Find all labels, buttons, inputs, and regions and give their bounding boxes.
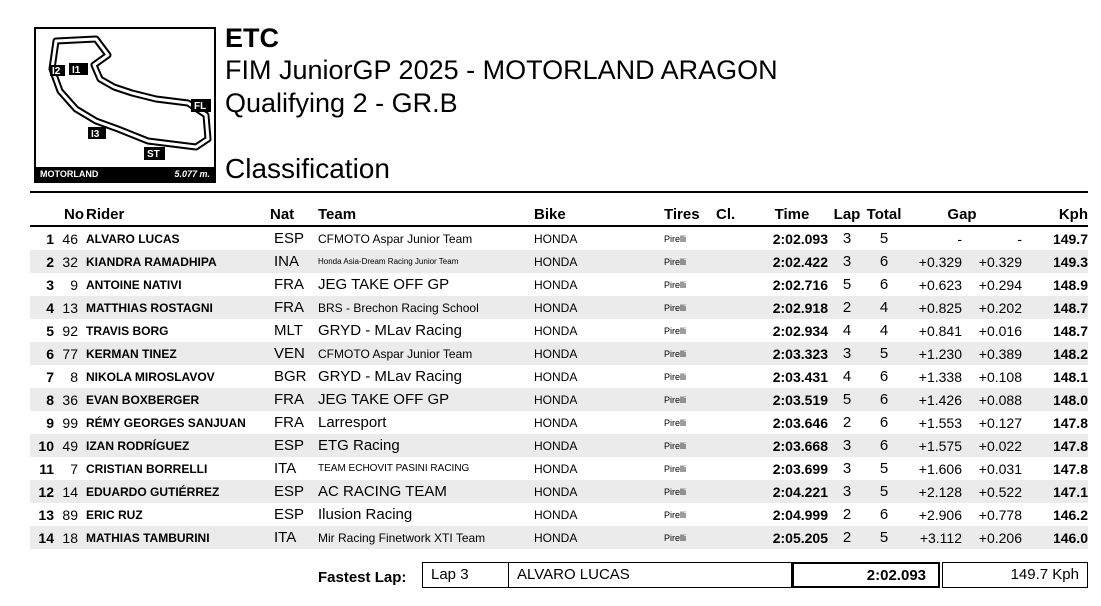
gap-previous-cell: +0.108 (978, 368, 1022, 385)
gap-first-cell: +2.906 (918, 506, 962, 523)
col-gap-header: Gap (947, 205, 977, 223)
class-cell (716, 319, 756, 342)
nationality-cell: FRA (270, 296, 318, 319)
gap-previous-cell: +0.031 (978, 460, 1022, 477)
rider-name-cell: CRISTIAN BORRELLI (86, 461, 208, 476)
position-cell: 7 (46, 368, 54, 385)
table-row (30, 365, 1088, 388)
gap-previous-cell: +0.294 (978, 276, 1022, 293)
class-cell (716, 480, 756, 503)
team-cell: GRYD - MLav Racing (318, 368, 462, 385)
position-cell: 9 (46, 414, 54, 431)
tires-cell: Pirelli (664, 463, 687, 474)
total-laps-cell: 5 (866, 480, 902, 503)
team-cell: ETG Racing (318, 434, 534, 457)
nationality-cell: INA (270, 250, 318, 273)
page-header (225, 22, 778, 120)
fastest-lap-speed: 149.7 Kph (942, 562, 1088, 588)
speed-cell: 146.2 (1052, 506, 1088, 523)
fastest-lap-time: 2:02.093 (792, 562, 940, 588)
bike-cell: HONDA (534, 388, 664, 411)
bike-cell: HONDA (534, 323, 578, 338)
sector-marker-i1: I1 (72, 65, 81, 76)
table-row (30, 250, 1088, 273)
team-cell: BRS - Brechon Racing School (318, 296, 534, 319)
sector-marker-i2: I2 (52, 66, 61, 77)
total-laps-cell: 5 (879, 230, 889, 247)
circuit-map (34, 27, 216, 183)
rider-number-cell: 99 (62, 414, 78, 431)
fastest-lap-rider: ALVARO LUCAS (508, 562, 792, 588)
speed-cell: 147.1 (1022, 480, 1088, 503)
gap-first-cell: +1.606 (918, 460, 962, 477)
tires-cell: Pirelli (664, 279, 687, 290)
table-row (30, 319, 1088, 342)
bike-cell: HONDA (534, 342, 664, 365)
rider-name-cell: EVAN BOXBERGER (86, 388, 270, 411)
nationality-cell: ESP (274, 230, 305, 247)
best-lap-cell: 2 (842, 414, 852, 431)
total-laps-cell: 6 (879, 368, 889, 385)
position-cell: 1 (46, 230, 54, 247)
gap-previous-cell: +0.127 (978, 414, 1022, 431)
rider-number-cell: 14 (54, 480, 86, 503)
speed-cell: 148.2 (1022, 342, 1088, 365)
gap-first-cell: +3.112 (902, 526, 962, 549)
gap-first-cell: +0.841 (918, 322, 962, 339)
lap-time-cell: 2:03.323 (756, 342, 828, 365)
rider-number-cell: 13 (54, 296, 86, 319)
speed-cell: 147.8 (1052, 460, 1088, 477)
nationality-cell: FRA (274, 414, 304, 431)
table-row (30, 480, 1088, 503)
tires-cell: Pirelli (664, 342, 716, 365)
bike-cell: HONDA (534, 526, 664, 549)
class-cell (716, 250, 756, 273)
total-laps-cell: 6 (879, 506, 889, 523)
tires-cell: Pirelli (664, 371, 687, 382)
gap-first-cell: +0.623 (918, 276, 962, 293)
col-total-header: Total (866, 205, 902, 223)
class-cell (716, 365, 756, 388)
bike-cell: HONDA (534, 434, 664, 457)
best-lap-cell: 3 (828, 434, 866, 457)
table-row (30, 227, 1088, 250)
class-cell (716, 526, 756, 549)
gap-first-cell: - (957, 230, 962, 247)
team-cell: CFMOTO Aspar Junior Team (318, 342, 534, 365)
best-lap-cell: 3 (842, 230, 852, 247)
rider-name-cell: NIKOLA MIROSLAVOV (86, 369, 215, 384)
position-cell: 11 (39, 460, 54, 477)
table-row (30, 503, 1088, 526)
rider-number-cell: 18 (54, 526, 86, 549)
gap-first-cell: +0.825 (902, 296, 962, 319)
circuit-name: MOTORLAND (40, 169, 99, 179)
tires-cell: Pirelli (664, 509, 687, 520)
speed-cell: 147.8 (1052, 414, 1088, 431)
position-cell: 3 (46, 276, 54, 293)
class-cell (716, 296, 756, 319)
col-bike-header: Bike (534, 205, 566, 223)
bike-cell: HONDA (534, 369, 578, 384)
total-laps-cell: 4 (879, 322, 889, 339)
header-divider (30, 191, 1088, 193)
class-cell (716, 342, 756, 365)
bike-cell: HONDA (534, 480, 664, 503)
gap-previous-cell: +0.206 (962, 526, 1022, 549)
lap-time-cell: 2:03.699 (772, 460, 828, 477)
gap-first-cell: +1.553 (918, 414, 962, 431)
rider-number-cell: 8 (70, 368, 78, 385)
team-cell: GRYD - MLav Racing (318, 322, 462, 339)
rider-name-cell: MATHIAS TAMBURINI (86, 526, 270, 549)
fastest-lap-number: Lap 3 (422, 562, 509, 588)
team-cell: AC RACING TEAM (318, 480, 534, 503)
lap-time-cell: 2:03.668 (756, 434, 828, 457)
table-row (30, 342, 1088, 365)
position-cell: 10 (30, 434, 54, 457)
class-cell (716, 434, 756, 457)
rider-name-cell: MATTHIAS ROSTAGNI (86, 296, 270, 319)
col-time-header: Time (774, 205, 810, 223)
event-title: FIM JuniorGP 2025 - MOTORLAND ARAGON (225, 55, 778, 85)
rider-name-cell: TRAVIS BORG (86, 323, 169, 338)
class-cell (716, 227, 756, 250)
nationality-cell: VEN (270, 342, 318, 365)
sector-marker-st: ST (147, 149, 160, 160)
lap-time-cell: 2:02.934 (772, 322, 828, 339)
table-row (30, 388, 1088, 411)
best-lap-cell: 3 (842, 460, 852, 477)
position-cell: 4 (30, 296, 54, 319)
position-cell: 14 (30, 526, 54, 549)
speed-cell: 148.1 (1052, 368, 1088, 385)
document-title: Classification (225, 153, 390, 184)
team-cell: Mir Racing Finetwork XTI Team (318, 526, 534, 549)
rider-number-cell: 77 (54, 342, 86, 365)
nationality-cell: ITA (270, 526, 318, 549)
total-laps-cell: 6 (866, 388, 902, 411)
position-cell: 6 (30, 342, 54, 365)
rider-name-cell: IZAN RODRÍGUEZ (86, 434, 270, 457)
position-cell: 5 (46, 322, 54, 339)
total-laps-cell: 6 (879, 276, 889, 293)
gap-previous-cell: +0.329 (962, 250, 1022, 273)
rider-name-cell: ANTOINE NATIVI (86, 277, 182, 292)
position-cell: 12 (30, 480, 54, 503)
best-lap-cell: 5 (842, 276, 852, 293)
gap-first-cell: +0.329 (902, 250, 962, 273)
rider-name-cell: EDUARDO GUTIÉRREZ (86, 480, 270, 503)
best-lap-cell: 2 (828, 296, 866, 319)
position-cell: 2 (30, 250, 54, 273)
rider-number-cell: 49 (54, 434, 86, 457)
rider-number-cell: 89 (62, 506, 78, 523)
col-cl-header: Cl. (716, 205, 736, 223)
speed-cell: 148.9 (1052, 276, 1088, 293)
series-title: ETC (225, 23, 279, 53)
nationality-cell: FRA (270, 388, 318, 411)
table-row (30, 526, 1088, 549)
gap-previous-cell: +0.202 (962, 296, 1022, 319)
total-laps-cell: 6 (879, 414, 889, 431)
best-lap-cell: 2 (828, 526, 866, 549)
bike-cell: HONDA (534, 250, 664, 273)
fastest-lap-label: Fastest Lap: (318, 569, 407, 586)
tires-cell: Pirelli (664, 233, 687, 244)
rider-number-cell: 46 (62, 230, 78, 247)
best-lap-cell: 5 (828, 388, 866, 411)
total-laps-cell: 4 (866, 296, 902, 319)
table-row (30, 434, 1088, 457)
nationality-cell: ESP (270, 480, 318, 503)
table-row (30, 457, 1088, 480)
lap-time-cell: 2:02.422 (756, 250, 828, 273)
speed-cell: 146.0 (1022, 526, 1088, 549)
class-cell (716, 388, 756, 411)
bike-cell: HONDA (534, 415, 578, 430)
team-cell: JEG TAKE OFF GP (318, 388, 534, 411)
team-cell: Ilusion Racing (318, 506, 413, 523)
col-tires-header: Tires (664, 205, 700, 223)
total-laps-cell: 5 (879, 460, 889, 477)
table-header-row (30, 203, 1088, 225)
tires-cell: Pirelli (664, 434, 716, 457)
lap-time-cell: 2:03.431 (772, 368, 828, 385)
col-pos-header (30, 203, 54, 225)
total-laps-cell: 6 (866, 250, 902, 273)
rider-number-cell: 9 (70, 276, 78, 293)
classification-table (30, 203, 1088, 549)
track-outline-icon (36, 29, 214, 167)
team-cell: Larresport (318, 414, 387, 431)
nationality-cell: BGR (274, 368, 307, 385)
team-cell: Honda Asia-Dream Racing Junior Team (318, 250, 534, 273)
map-footer (36, 167, 214, 181)
gap-first-cell: +1.426 (902, 388, 962, 411)
gap-previous-cell: +0.088 (962, 388, 1022, 411)
lap-time-cell: 2:02.716 (772, 276, 828, 293)
table-row (30, 273, 1088, 296)
col-lap-header: Lap (833, 205, 861, 223)
lap-time-cell: 2:04.221 (756, 480, 828, 503)
speed-cell: 149.3 (1022, 250, 1088, 273)
best-lap-cell: 3 (828, 480, 866, 503)
sector-marker-i3: I3 (91, 129, 100, 140)
sector-marker-fl: FL (194, 101, 207, 112)
best-lap-cell: 4 (842, 322, 852, 339)
col-team-header: Team (318, 205, 357, 223)
circuit-length: 5.077 m. (174, 169, 210, 179)
lap-time-cell: 2:03.519 (756, 388, 828, 411)
tires-cell: Pirelli (664, 388, 716, 411)
bike-cell: HONDA (534, 231, 578, 246)
speed-cell: 148.7 (1022, 296, 1088, 319)
gap-previous-cell: +0.522 (962, 480, 1022, 503)
rider-name-cell: ALVARO LUCAS (86, 231, 180, 246)
gap-previous-cell: - (1017, 230, 1022, 247)
tires-cell: Pirelli (664, 296, 716, 319)
table-row (30, 411, 1088, 434)
lap-time-cell: 2:05.205 (756, 526, 828, 549)
col-kph-header: Kph (1058, 205, 1088, 223)
total-laps-cell: 6 (866, 434, 902, 457)
col-nat-header: Nat (270, 205, 295, 223)
nationality-cell: ESP (270, 434, 318, 457)
rider-name-cell: ERIC RUZ (86, 507, 143, 522)
team-cell: JEG TAKE OFF GP (318, 276, 450, 293)
speed-cell: 149.7 (1052, 230, 1088, 247)
class-cell (716, 273, 756, 296)
bike-cell: HONDA (534, 461, 578, 476)
gap-previous-cell: +0.016 (978, 322, 1022, 339)
bike-cell: HONDA (534, 507, 578, 522)
gap-first-cell: +1.575 (902, 434, 962, 457)
rider-number-cell: 32 (54, 250, 86, 273)
position-cell: 8 (30, 388, 54, 411)
gap-first-cell: +1.338 (918, 368, 962, 385)
rider-number-cell: 7 (70, 460, 78, 477)
lap-time-cell: 2:02.918 (756, 296, 828, 319)
best-lap-cell: 3 (828, 250, 866, 273)
rider-name-cell: KIANDRA RAMADHIPA (86, 250, 270, 273)
nationality-cell: ITA (274, 460, 297, 477)
rider-number-cell: 36 (54, 388, 86, 411)
table-row (30, 296, 1088, 319)
gap-previous-cell: +0.389 (962, 342, 1022, 365)
gap-first-cell: +1.230 (902, 342, 962, 365)
tires-cell: Pirelli (664, 480, 716, 503)
tires-cell: Pirelli (664, 526, 716, 549)
team-cell: TEAM ECHOVIT PASINI RACING (318, 463, 470, 474)
speed-cell: 148.7 (1052, 322, 1088, 339)
best-lap-cell: 4 (842, 368, 852, 385)
total-laps-cell: 5 (866, 342, 902, 365)
lap-time-cell: 2:02.093 (772, 230, 828, 247)
lap-time-cell: 2:03.646 (772, 414, 828, 431)
gap-first-cell: +2.128 (902, 480, 962, 503)
col-no-header: No (64, 205, 84, 223)
class-cell (716, 411, 756, 434)
rider-name-cell: KERMAN TINEZ (86, 342, 270, 365)
tires-cell: Pirelli (664, 250, 716, 273)
lap-time-cell: 2:04.999 (772, 506, 828, 523)
tires-cell: Pirelli (664, 417, 687, 428)
position-cell: 13 (38, 506, 54, 523)
class-cell (716, 457, 756, 480)
class-cell (716, 503, 756, 526)
speed-cell: 148.0 (1022, 388, 1088, 411)
best-lap-cell: 3 (828, 342, 866, 365)
rider-name-cell: RÉMY GEORGES SANJUAN (86, 415, 246, 430)
col-rider-header: Rider (86, 205, 125, 223)
nationality-cell: ESP (274, 506, 305, 523)
bike-cell: HONDA (534, 296, 664, 319)
total-laps-cell: 5 (866, 526, 902, 549)
speed-cell: 147.8 (1022, 434, 1088, 457)
session-title: Qualifying 2 - GR.B (225, 88, 458, 118)
tires-cell: Pirelli (664, 325, 687, 336)
nationality-cell: FRA (274, 276, 304, 293)
gap-previous-cell: +0.022 (962, 434, 1022, 457)
gap-previous-cell: +0.778 (978, 506, 1022, 523)
nationality-cell: MLT (274, 322, 303, 339)
rider-number-cell: 92 (62, 322, 78, 339)
bike-cell: HONDA (534, 277, 578, 292)
team-cell: CFMOTO Aspar Junior Team (318, 231, 473, 246)
best-lap-cell: 2 (842, 506, 852, 523)
